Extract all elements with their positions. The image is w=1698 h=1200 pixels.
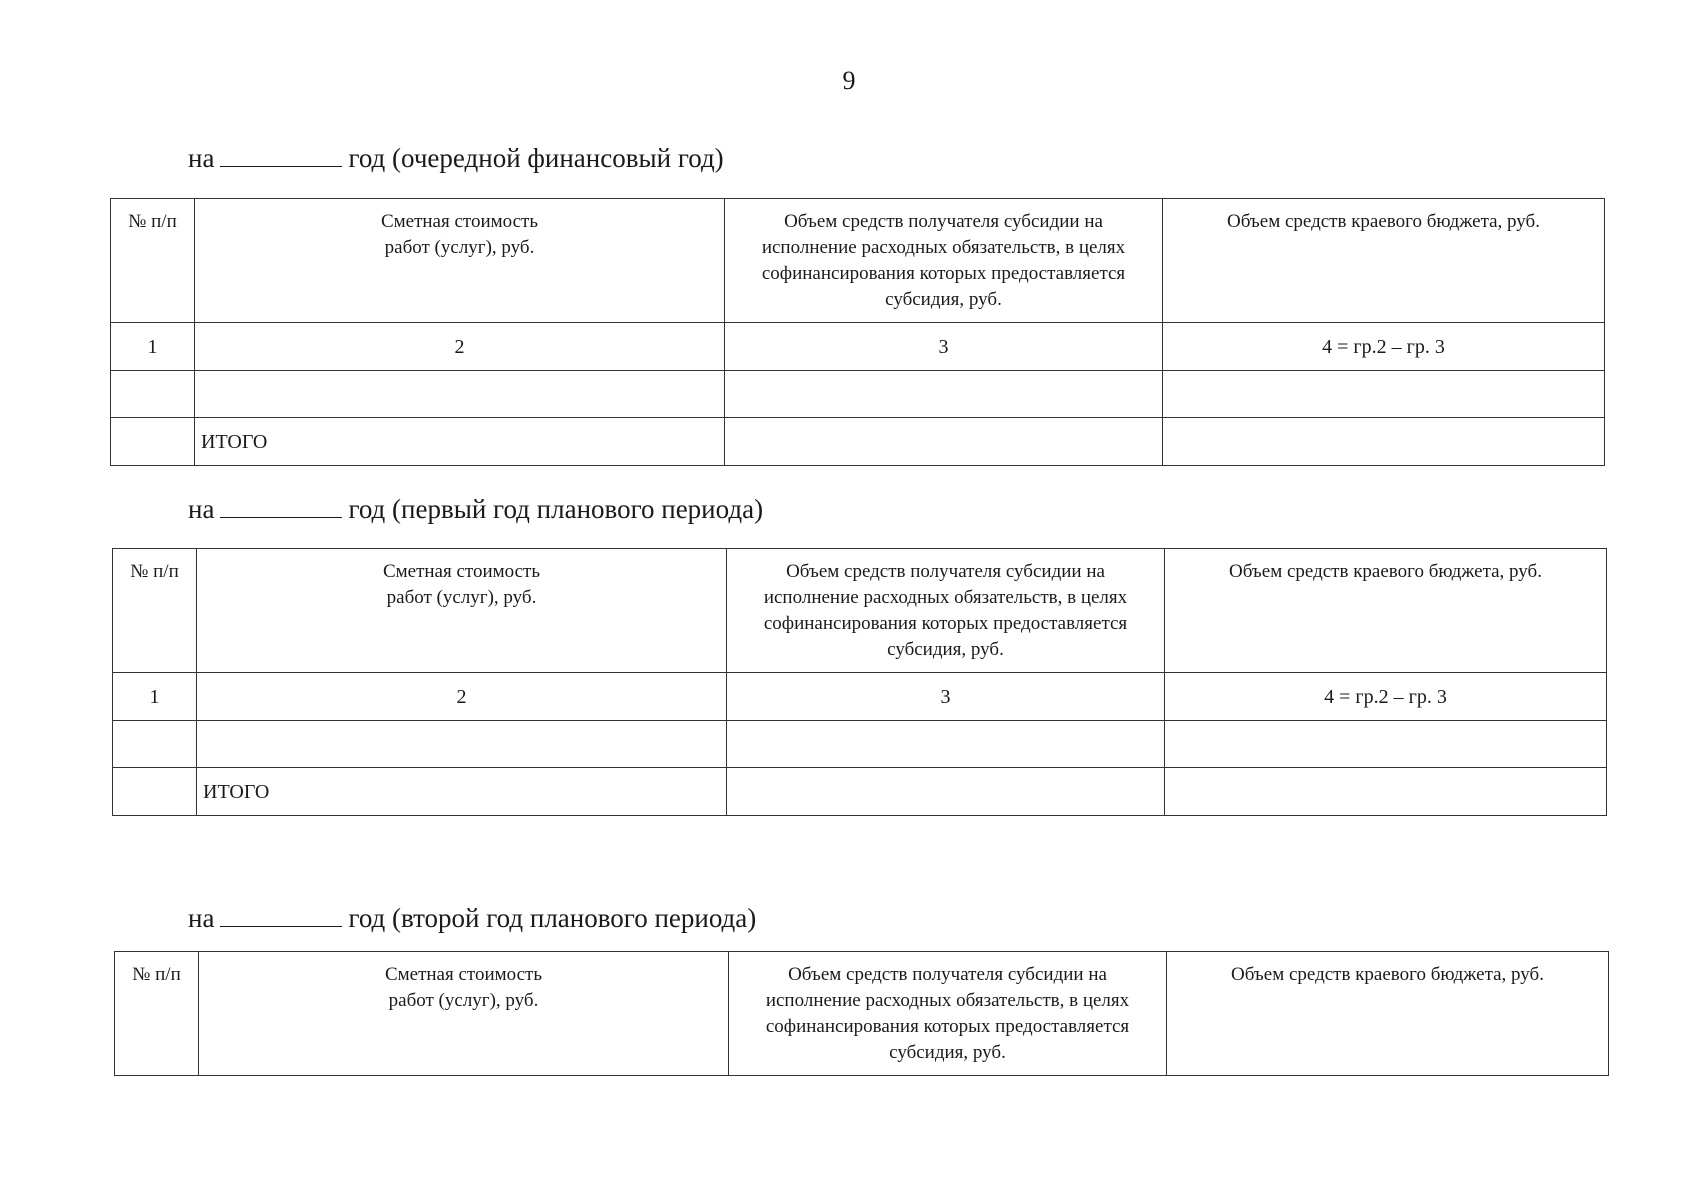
header-recipient-funds: Объем средств получателя субсидии на исполнение расходных обязательств, в целях софинансирования которых предоставляется субсидия, руб. [727, 549, 1165, 673]
section-suffix: год (второй год планового периода) [348, 903, 757, 933]
column-number-4: 4 = гр.2 – гр. 3 [1165, 673, 1607, 721]
column-number-1: 1 [111, 323, 195, 371]
column-number-4: 4 = гр.2 – гр. 3 [1163, 323, 1605, 371]
empty-cell [1163, 418, 1605, 466]
total-label: ИТОГО [197, 768, 727, 816]
table-row [111, 371, 1605, 418]
empty-cell [111, 418, 195, 466]
table-header-row [113, 549, 1607, 673]
header-regional-budget: Объем средств краевого бюджета, руб. [1165, 549, 1607, 673]
header-num: № п/п [115, 952, 199, 1076]
empty-cell [195, 371, 725, 418]
empty-cell [113, 721, 197, 768]
subsidy-table-3 [114, 951, 1609, 1076]
header-recipient-funds: Объем средств получателя субсидии на исполнение расходных обязательств, в целях софинансирования которых предоставляется субсидия, руб. [725, 199, 1163, 323]
section-heading-1 [188, 143, 724, 174]
empty-cell [727, 721, 1165, 768]
header-cost: Сметная стоимость работ (услуг), руб. [197, 549, 727, 673]
subsidy-table-1 [110, 198, 1605, 466]
empty-cell [1165, 768, 1607, 816]
page-number: 9 [842, 66, 856, 95]
header-regional-budget: Объем средств краевого бюджета, руб. [1167, 952, 1609, 1076]
column-number-row [113, 673, 1607, 721]
header-cost: Сметная стоимость работ (услуг), руб. [199, 952, 729, 1076]
table-header-row [111, 199, 1605, 323]
empty-cell [113, 768, 197, 816]
column-number-1: 1 [113, 673, 197, 721]
header-regional-budget: Объем средств краевого бюджета, руб. [1163, 199, 1605, 323]
total-label: ИТОГО [195, 418, 725, 466]
header-num: № п/п [111, 199, 195, 323]
empty-cell [1163, 371, 1605, 418]
header-cost: Сметная стоимость работ (услуг), руб. [195, 199, 725, 323]
table-row [113, 721, 1607, 768]
section-heading-3 [188, 903, 756, 934]
year-blank-line [220, 497, 342, 518]
year-blank-line [220, 146, 342, 167]
header-num: № п/п [113, 549, 197, 673]
column-number-2: 2 [197, 673, 727, 721]
section-heading-2 [188, 494, 763, 525]
total-row [111, 418, 1605, 466]
empty-cell [725, 371, 1163, 418]
empty-cell [727, 768, 1165, 816]
empty-cell [1165, 721, 1607, 768]
total-row [113, 768, 1607, 816]
empty-cell [725, 418, 1163, 466]
table-header-row [115, 952, 1609, 1076]
section-prefix: на [188, 494, 215, 524]
header-recipient-funds: Объем средств получателя субсидии на исполнение расходных обязательств, в целях софинансирования которых предоставляется субсидия, руб. [729, 952, 1167, 1076]
subsidy-table-2 [112, 548, 1607, 816]
empty-cell [111, 371, 195, 418]
column-number-3: 3 [725, 323, 1163, 371]
column-number-2: 2 [195, 323, 725, 371]
section-suffix: год (первый год планового периода) [348, 494, 764, 524]
column-number-3: 3 [727, 673, 1165, 721]
column-number-row [111, 323, 1605, 371]
year-blank-line [220, 906, 342, 927]
section-suffix: год (очередной финансовый год) [348, 143, 724, 173]
section-prefix: на [188, 903, 215, 933]
empty-cell [197, 721, 727, 768]
section-prefix: на [188, 143, 215, 173]
